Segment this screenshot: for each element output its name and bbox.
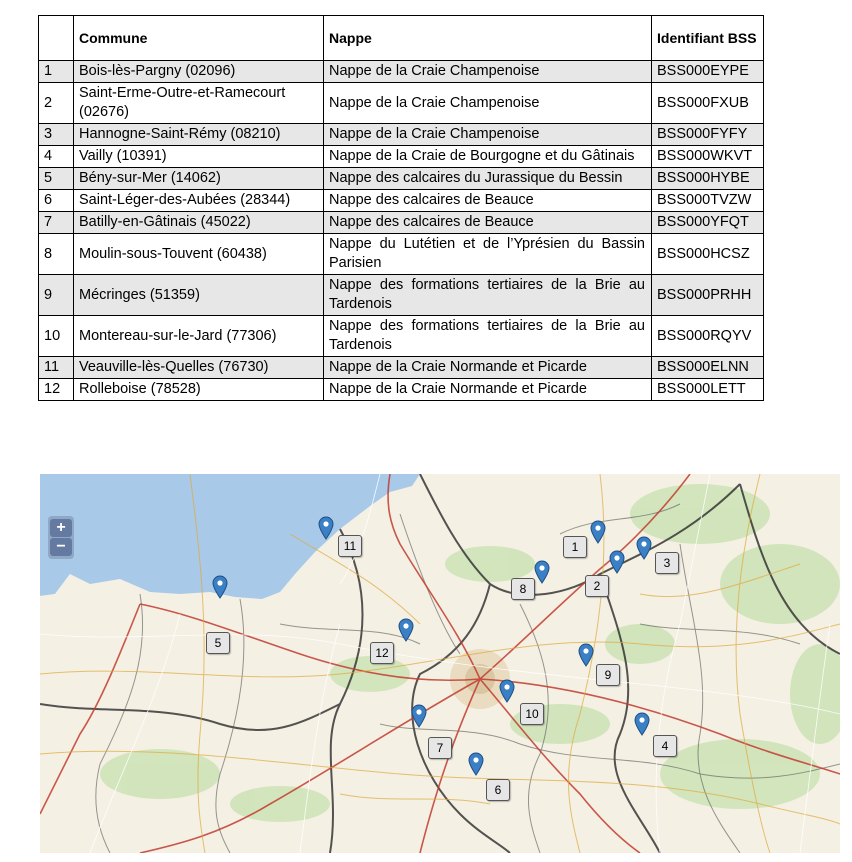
cell-number: 11: [39, 357, 74, 379]
cell-nappe: Nappe des calcaires du Jurassique du Bessin: [324, 168, 652, 190]
cell-commune: Vailly (10391): [74, 146, 324, 168]
table-row: [39, 83, 764, 124]
cell-bss: BSS000HCSZ: [652, 234, 764, 275]
table-row: [39, 275, 764, 316]
cell-nappe: Nappe de la Craie Champenoise: [324, 83, 652, 124]
marker-label[interactable]: 12: [370, 642, 394, 664]
cell-number: 8: [39, 234, 74, 275]
cell-nappe: Nappe de la Craie Champenoise: [324, 61, 652, 83]
table-row: [39, 316, 764, 357]
table-row: [39, 234, 764, 275]
marker-label[interactable]: 8: [511, 578, 535, 600]
cell-commune: Saint-Erme-Outre-et-Ramecourt (02676): [74, 83, 324, 124]
cell-nappe: Nappe du Lutétien et de l’Yprésien du Bassin Parisien: [324, 234, 652, 275]
table-row: [39, 61, 764, 83]
map-pin-icon[interactable]: [578, 643, 594, 667]
cell-bss: BSS000PRHH: [652, 275, 764, 316]
marker-label[interactable]: 11: [338, 535, 362, 557]
cell-number: 2: [39, 83, 74, 124]
cell-commune: Bois-lès-Pargny (02096): [74, 61, 324, 83]
cell-bss: BSS000WKVT: [652, 146, 764, 168]
map-pin-icon[interactable]: [634, 712, 650, 736]
cell-nappe: Nappe de la Craie de Bourgogne et du Gâtinais: [324, 146, 652, 168]
cell-number: 1: [39, 61, 74, 83]
cell-commune: Rolleboise (78528): [74, 379, 324, 401]
marker-label[interactable]: 2: [585, 575, 609, 597]
zoom-control: [48, 516, 74, 559]
map-pin-icon[interactable]: [212, 575, 228, 599]
map-pin-icon[interactable]: [499, 679, 515, 703]
marker-label[interactable]: 10: [520, 703, 544, 725]
header-number: [39, 16, 74, 61]
cell-bss: BSS000ELNN: [652, 357, 764, 379]
cell-commune: Hannogne-Saint-Rémy (08210): [74, 124, 324, 146]
cell-bss: BSS000YFQT: [652, 212, 764, 234]
cell-commune: Mécringes (51359): [74, 275, 324, 316]
cell-bss: BSS000RQYV: [652, 316, 764, 357]
cell-number: 5: [39, 168, 74, 190]
table-row: [39, 190, 764, 212]
cell-number: 10: [39, 316, 74, 357]
table-row: [39, 357, 764, 379]
cell-bss: BSS000HYBE: [652, 168, 764, 190]
table-row: [39, 124, 764, 146]
cell-nappe: Nappe des calcaires de Beauce: [324, 190, 652, 212]
map-pin-icon[interactable]: [590, 520, 606, 544]
marker-label[interactable]: 4: [653, 735, 677, 757]
cell-commune: Moulin-sous-Touvent (60438): [74, 234, 324, 275]
map-view[interactable]: [40, 474, 840, 853]
cell-number: 4: [39, 146, 74, 168]
cell-nappe: Nappe de la Craie Champenoise: [324, 124, 652, 146]
cell-commune: Veauville-lès-Quelles (76730): [74, 357, 324, 379]
cell-bss: BSS000FXUB: [652, 83, 764, 124]
header-bss: Identifiant BSS: [652, 16, 764, 61]
map-pin-icon[interactable]: [411, 704, 427, 728]
zoom-out-button[interactable]: −: [50, 538, 72, 556]
table-row: [39, 168, 764, 190]
cell-nappe: Nappe des calcaires de Beauce: [324, 212, 652, 234]
cell-number: 9: [39, 275, 74, 316]
cell-number: 12: [39, 379, 74, 401]
header-nappe: Nappe: [324, 16, 652, 61]
cell-bss: BSS000TVZW: [652, 190, 764, 212]
marker-label[interactable]: 1: [563, 536, 587, 558]
map-basemap: [40, 474, 840, 853]
map-pin-icon[interactable]: [468, 752, 484, 776]
table-header-row: [39, 16, 764, 61]
zoom-in-button[interactable]: +: [50, 519, 72, 537]
header-commune: Commune: [74, 16, 324, 61]
cell-commune: Bény-sur-Mer (14062): [74, 168, 324, 190]
table-row: [39, 379, 764, 401]
cell-bss: BSS000FYFY: [652, 124, 764, 146]
cell-bss: BSS000LETT: [652, 379, 764, 401]
cell-number: 7: [39, 212, 74, 234]
cell-nappe: Nappe des formations tertiaires de la Brie au Tardenois: [324, 316, 652, 357]
map-pin-icon[interactable]: [398, 618, 414, 642]
cell-commune: Montereau-sur-le-Jard (77306): [74, 316, 324, 357]
cell-nappe: Nappe des formations tertiaires de la Brie au Tardenois: [324, 275, 652, 316]
cell-commune: Batilly-en-Gâtinais (45022): [74, 212, 324, 234]
cell-number: 3: [39, 124, 74, 146]
marker-label[interactable]: 7: [428, 737, 452, 759]
cell-nappe: Nappe de la Craie Normande et Picarde: [324, 379, 652, 401]
marker-label[interactable]: 6: [486, 779, 510, 801]
map-pin-icon[interactable]: [534, 560, 550, 584]
table-row: [39, 146, 764, 168]
map-pin-icon[interactable]: [609, 550, 625, 574]
marker-label[interactable]: 9: [596, 664, 620, 686]
wells-table: [38, 15, 764, 401]
map-pin-icon[interactable]: [636, 536, 652, 560]
marker-label[interactable]: 3: [655, 552, 679, 574]
cell-number: 6: [39, 190, 74, 212]
cell-bss: BSS000EYPE: [652, 61, 764, 83]
marker-label[interactable]: 5: [206, 632, 230, 654]
cell-commune: Saint-Léger-des-Aubées (28344): [74, 190, 324, 212]
table-row: [39, 212, 764, 234]
cell-nappe: Nappe de la Craie Normande et Picarde: [324, 357, 652, 379]
map-pin-icon[interactable]: [318, 516, 334, 540]
